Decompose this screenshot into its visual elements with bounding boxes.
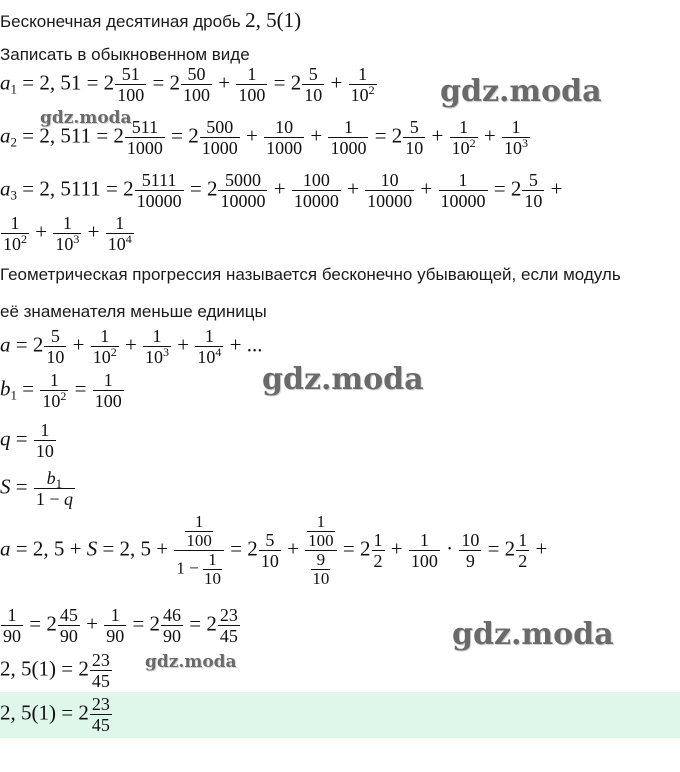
final-answer: 2, 5(1) = 2 $\frac{23}{45}$ (0, 694, 110, 735)
equation-b1: $b_1$ = $\frac{1}{10^2}$ = $\frac{1}{100}$ (0, 370, 122, 411)
heading-math: 2, 5(1) (245, 8, 302, 32)
equation-a2: $a_2 = 2$, 511 = 2 $\frac{511}{1000}$ = 2 $\frac{500}{1000}$ + $\frac{10}{1000}$ + $\frac{1}{1000}$ = 2 $\frac{5}{10}$ + $\frac{1}{10^2}$ + $\frac{1}{10^3}$ (0, 117, 528, 158)
geometric-text-1: Геометрическая прогрессия называется бесконечно убывающей, если модуль (0, 265, 621, 284)
equation-sum: a = 2, 5 + S = 2, 5 + $\frac{1}{100}$ 1 − $\frac{1}{10}$ = 2 $\frac{5}{10}$ + $\frac{\frac{1}{100}}{\frac{9}{10}}$ = 2 $\frac{1}{2}$ + $\frac{1}{100}$ · $\frac{10}{9}$ = 2 $\frac{1}{2}$ + (0, 512, 548, 588)
watermark-2: gdz.moda (40, 108, 132, 128)
watermark-5: gdz.moda (145, 652, 237, 672)
equation-series: a = 2 $\frac{5}{10}$ + $\frac{1}{10^2}$ + $\frac{1}{10^3}$ + $\frac{1}{10^4}$ + ... (0, 326, 263, 367)
geometric-text-2: её знаменателя меньше единицы (0, 302, 267, 321)
heading-text: Бесконечная десятиная дробь (0, 12, 241, 31)
equation-a1: $a_1 = 2$, 51 = 2 $\frac{51}{100}$ = 2 $\frac{50}{100}$ + $\frac{1}{100}$ = 2 $\frac{5}{10}$ + $\frac{1}{10^2}$ (0, 64, 375, 105)
step1-label: Записать в обыкновенном виде (0, 45, 250, 64)
watermark-1: gdz.moda (440, 74, 602, 109)
watermark-4: gdz.moda (452, 617, 614, 652)
equation-result: 2, 5(1) = 2 $\frac{23}{45}$ (0, 650, 110, 691)
equation-s: S = $\frac{b_1}{1 - q}$ (0, 468, 73, 509)
heading (0, 8, 301, 33)
watermark-3: gdz.moda (262, 362, 424, 397)
equation-a3-cont: $\frac{1}{10^2}$ + $\frac{1}{10^3}$ + $\frac{1}{10^4}$ (3, 213, 132, 254)
equation-sum-cont: $\frac{1}{90}$ = 2 $\frac{45}{90}$ + $\frac{1}{90}$ = 2 $\frac{46}{90}$ = 2 $\frac{23}{45}$ (3, 605, 238, 646)
equation-q: q = $\frac{1}{10}$ (0, 420, 54, 461)
equation-a3: $a_3 = 2$, 5111 = 2 $\frac{5111}{10000}$ = 2 $\frac{5000}{10000}$ + $\frac{100}{10000}$ + $\frac{10}{10000}$ + $\frac{1}{10000}$ = 2 $\frac{5}{10}$ + (0, 170, 563, 211)
